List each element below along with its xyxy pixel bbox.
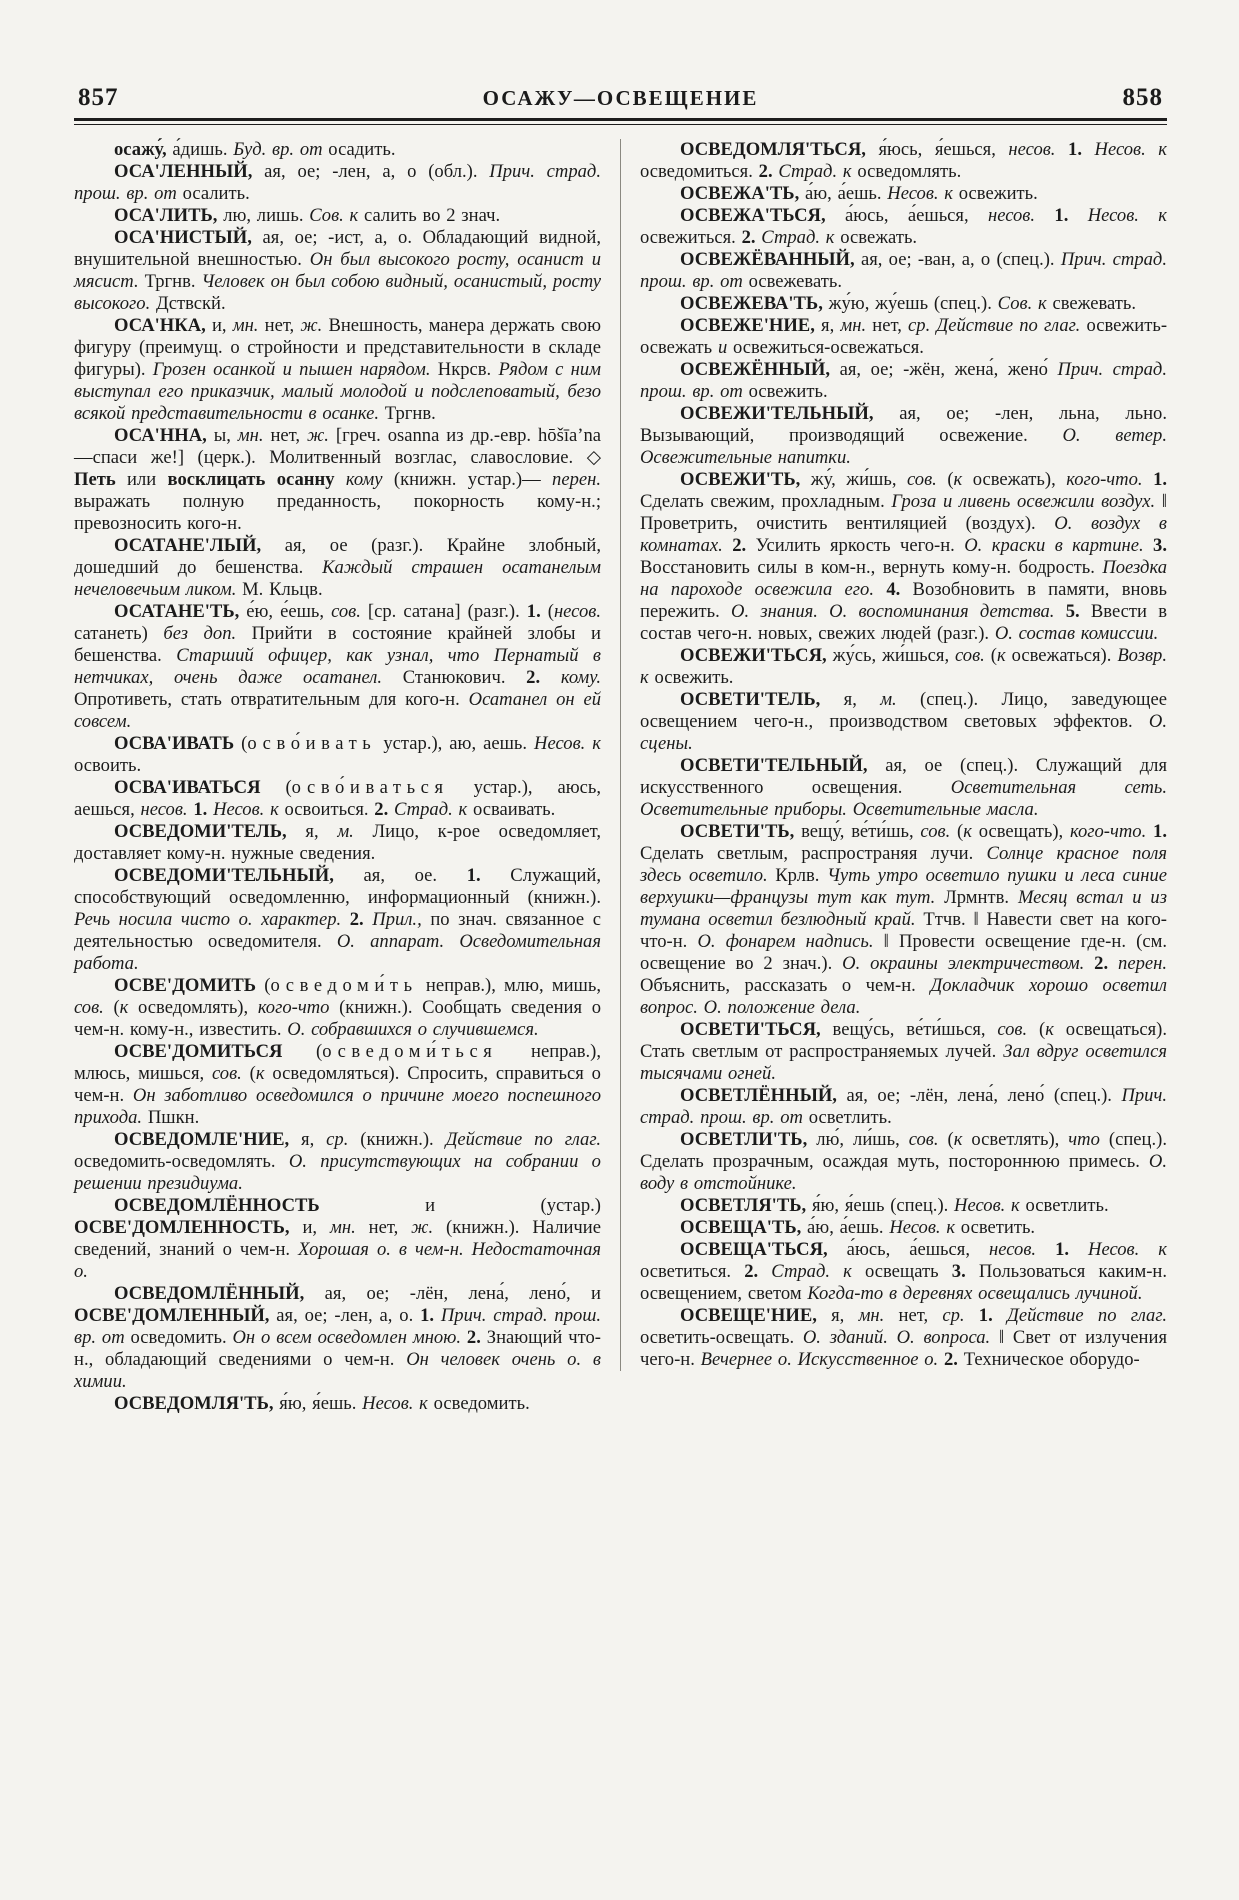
dictionary-entry: ОСВЕДОМЛЯ'ТЬСЯ, я́юсь, я́ешься, несов. 1. Несов. к осведомиться. 2. Страд. к осведомлять.: [640, 139, 1167, 182]
dictionary-entry: ОСА'ННА, ы, мн. нет, ж. [греч. osanna из др.-евр. hōšīa’na—спаси же!] (церк.). Молитвенный возглас, славословие. ◇ Петь или восклицать осанну кому (книжн. устар.)— перен. выражать полную преданность, покорность кому-н.; превозносить кого-н.: [74, 425, 601, 534]
dictionary-entry: ОСВЕ'ДОМИТЬСЯ (осведоми́ться неправ.), млюсь, мишься, сов. (к осведомляться). Спросить, справиться о чем-н. Он заботливо осведомился о причине моего поспешного прихода. Пшкн.: [74, 1041, 601, 1128]
dictionary-entry: ОСВЕ'ДОМИТЬ (осведоми́ть неправ.), млю, мишь, сов. (к осведомлять), кого-что (книжн.). Сообщать сведения о чем-н. кому-н., известить. О. собравшихся о случившемся.: [74, 975, 601, 1040]
dictionary-entry: ОСВЕТЛЯ'ТЬ, я́ю, я́ешь (спец.). Несов. к осветлить.: [680, 1195, 1109, 1216]
text-columns: [74, 139, 1167, 1415]
dictionary-entry: ОСВЕТИ'ТЕЛЬ, я, м. (спец.). Лицо, заведующее освещением чего-н., производством световых эффектов. О. сцены.: [640, 689, 1167, 754]
header-rule: [74, 118, 1167, 125]
column-right: [620, 139, 1167, 1371]
dictionary-entry: ОСВЕЖЕ'НИЕ, я, мн. нет, ср. Действие по глаг. освежить-освежать и освежиться-освежаться.: [640, 315, 1168, 358]
page-number-left: 857: [78, 84, 119, 111]
dictionary-entry: ОСВЕДОМИ'ТЕЛЬНЫЙ, ая, ое. 1. Служащий, способствующий осведомленню, информационный (книжн.). Речь носила чисто о. характер. 2. Прил., по знач. связанное с деятельностью осведомителя. О. аппарат. Осведомительная работа.: [74, 865, 602, 974]
dictionary-entry: ОСВЕЖА'ТЬСЯ, а́юсь, а́ешься, несов. 1. Несов. к освежиться. 2. Страд. к освежать.: [640, 205, 1167, 248]
page-number-right: 858: [1122, 84, 1163, 111]
dictionary-entry: ОСВА'ИВАТЬСЯ (осво́иваться устар.), аюсь, аешься, несов. 1. Несов. к освоиться. 2. Страд. к осваивать.: [74, 777, 601, 820]
running-header: [78, 84, 1163, 112]
dictionary-entry: ОСВЕЩА'ТЬ, а́ю, а́ешь. Несов. к осветить.: [680, 1217, 1036, 1238]
dictionary-entry: ОСВЕДОМЛЁННОСТЬ и (устар.) ОСВЕ'ДОМЛЕННОСТЬ, и, мн. нет, ж. (книжн.). Наличие сведений, знаний о чем-н. Хорошая о. в чем-н. Недостаточная о.: [74, 1195, 602, 1282]
dictionary-entry: осажу́, а́дишь. Буд. вр. от осадить.: [114, 139, 396, 160]
dictionary-entry: ОСВЕЖЕВА'ТЬ, жу́ю, жу́ешь (спец.). Сов. к свежевать.: [680, 293, 1137, 314]
dictionary-entry: ОСВЕТИ'ТЕЛЬНЫЙ, ая, ое (спец.). Служащий для искусственного освещения. Осветительная сеть. Осветительные приборы. Осветительные масла.: [640, 755, 1167, 820]
dictionary-entry: ОСВЕЩЕ'НИЕ, я, мн. нет, ср. 1. Действие по глаг. осветить-освещать. О. зданий. О. вопроса. ‖ Свет от излучения чего-н. Вечернее о. Искусственное о. 2. Техническое оборудо-: [640, 1305, 1168, 1370]
dictionary-entry: ОСАТАНЕ'ТЬ, е́ю, е́ешь, сов. [ср. сатана] (разг.). 1. (несов. сатанеть) без доп. Прийти в состояние крайней злобы и бешенства. Старший офицер, как узнал, что Пернатый в нетчиках, очень даже осатанел. Станюкович. 2. кому. Опротиветь, стать отвратительным для кого-н. Осатанел он ей совсем.: [74, 601, 602, 732]
dictionary-entry: ОСА'ЛИТЬ, лю, лишь. Сов. к салить во 2 знач.: [114, 205, 501, 226]
dictionary-entry: ОСВЕДОМИ'ТЕЛЬ, я, м. Лицо, к-рое осведомляет, доставляет кому-н. нужные сведения.: [74, 821, 601, 864]
dictionary-entry: ОСА'ЛЕННЫЙ, ая, ое; -лен, а, о (обл.). Прич. страд. прош. вр. от осалить.: [74, 161, 601, 204]
dictionary-entry: ОСВЕЩА'ТЬСЯ, а́юсь, а́ешься, несов. 1. Несов. к осветиться. 2. Страд. к освещать 3. Пользоваться каким-н. освещением, светом Когда-то в деревнях освещались лучиной.: [640, 1239, 1168, 1304]
dictionary-entry: ОСВЕТЛИ'ТЬ, лю́, ли́шь, сов. (к осветлять), что (спец.). Сделать прозрачным, осаждая муть, постороннюю примесь. О. воду в отстойнике.: [640, 1129, 1167, 1194]
dictionary-entry: ОСВЕЖА'ТЬ, а́ю, а́ешь. Несов. к освежить.: [680, 183, 1038, 204]
dictionary-entry: ОСВЕЖЁННЫЙ, ая, ое; -жён, жена́, жено́ Прич. страд. прош. вр. от освежить.: [640, 359, 1167, 402]
dictionary-entry: ОСВЕДОМЛЕ'НИЕ, я, ср. (книжн.). Действие по глаг. осведомить-осведомлять. О. присутствующих на собрании о решении президиума.: [74, 1129, 601, 1194]
dictionary-entry: ОСВЕЖЁВАННЫЙ, ая, ое; -ван, а, о (спец.). Прич. страд. прош. вр. от освежевать.: [640, 249, 1167, 292]
dictionary-entry: ОСВЕДОМЛЯ'ТЬ, я́ю, я́ешь. Несов. к осведомить.: [114, 1393, 530, 1414]
dictionary-entry: ОСВА'ИВАТЬ (осво́ивать устар.), аю, аешь. Несов. к освоить.: [74, 733, 601, 776]
dictionary-entry: ОСВЕЖИ'ТЕЛЬНЫЙ, ая, ое; -лен, льна, льно. Вызывающий, производящий освежение. О. ветер. Освежительные напитки.: [640, 403, 1167, 468]
dictionary-entry: ОСВЕТИ'ТЬСЯ, вещу́сь, ве́ти́шься, сов. (к освещаться). Стать светлым от распространяемых лучей. Зал вдруг осветился тысячами огней.: [640, 1019, 1168, 1084]
dictionary-entry: ОСВЕТИ'ТЬ, вещу́, ве́ти́шь, сов. (к освещать), кого-что. 1. Сделать светлым, распространяя лучи. Солнце красное поля здесь осветило. Крлв. Чуть утро осветило пушки и леса синие верхушки—французы тут как тут. Лрмнтв. Месяц встал и из тумана осветил безлюдный край. Ттчв. ‖ Навести свет на кого-что-н. О. фонарем надпись. ‖ Провести освещение где-н. (см. освещение во 2 знач.). О. окраины электричеством. 2. перен. Объяснить, рассказать о чем-н. Докладчик хорошо осветил вопрос. О. положение дела.: [640, 821, 1168, 1018]
dictionary-entry: ОСАТАНЕ'ЛЫЙ, ая, ое (разг.). Крайне злобный, дошедший до бешенства. Каждый страшен осатанелым нечеловечьим ликом. М. Кльцв.: [74, 535, 601, 600]
dictionary-entry: ОСВЕТЛЁННЫЙ, ая, ое; -лён, лена́, лено́ (спец.). Прич. страд. прош. вр. от осветлить.: [640, 1085, 1167, 1128]
running-title: ОСАЖУ—ОСВЕЩЕНИЕ: [482, 86, 759, 110]
column-left: [74, 139, 601, 1415]
dictionary-entry: ОСА'НКА, и, мн. нет, ж. Внешность, манера держать свою фигуру (преимущ. о стройности и представительности в складе фигуры). Грозен осанкой и пышен нарядом. Нкрсв. Рядом с ним выступал его приказчик, малый молодой и подслеповатый, безо всякой представительности в осанке. Тргнв.: [74, 315, 601, 424]
dictionary-entry: ОСВЕЖИ'ТЬ, жу́, жи́шь, сов. (к освежать), кого-что. 1. Сделать свежим, прохладным. Гроза и ливень освежили воздух. ‖ Проветрить, очистить вентиляцией (воздух). О. воздух в комнатах. 2. Усилить яркость чего-н. О. краски в картине. 3. Восстановить силы в ком-н., вернуть кому-н. бодрость. Поездка на пароходе освежила его. 4. Возобновить в памяти, вновь пережить. О. знания. О. воспоминания детства. 5. Ввести в состав чего-н. новых, свежих людей (разг.). О. состав комиссии.: [640, 469, 1168, 644]
dictionary-entry: ОСВЕДОМЛЁННЫЙ, ая, ое; -лён, лена́, лено́, и ОСВЕ'ДОМЛЕННЫЙ, ая, ое; -лен, а, о. 1. Прич. страд. прош. вр. от осведомить. Он о всем осведомлен мною. 2. Знающий что-н., обладающий сведениями о чем-н. Он человек очень о. в химии.: [74, 1283, 602, 1392]
dictionary-entry: ОСВЕЖИ'ТЬСЯ, жу́сь, жи́шься, сов. (к освежаться). Возвр. к освежить.: [640, 645, 1167, 688]
dictionary-entry: ОСА'НИСТЫЙ, ая, ое; -ист, а, о. Обладающий видной, внушительной внешностью. Он был высокого росту, осанист и мясист. Тргнв. Человек он был собою видный, осанистый, росту высокого. Дствскй.: [74, 227, 601, 314]
